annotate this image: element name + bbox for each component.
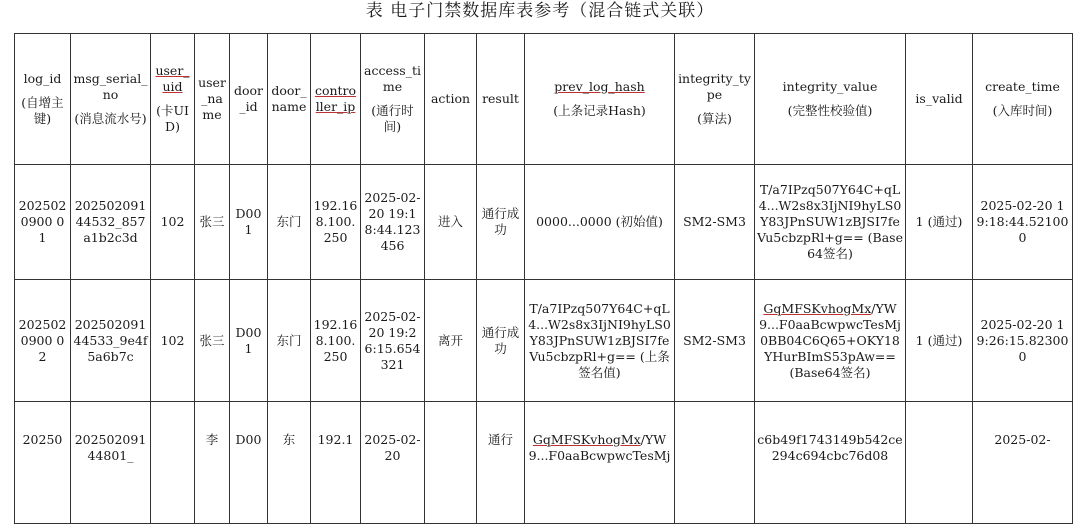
table-header-row: [15, 34, 1073, 165]
cell-value: 20250209144532_857a1b2c3d: [74, 198, 147, 245]
cell-action: [425, 165, 477, 280]
cell-value: 通行: [487, 432, 513, 447]
cell-value: 李: [205, 432, 219, 447]
cell-action: [425, 280, 477, 402]
column-header-access-time: [361, 34, 425, 165]
cell-value: SM2-SM3: [683, 332, 746, 348]
cell-access-time: [361, 280, 425, 402]
cell-value: 2025-02-20 19:26:15.654321: [364, 308, 421, 372]
column-header-door-id: [230, 34, 268, 165]
cell-controller-ip: [311, 402, 361, 524]
cell-integrity-type: [675, 402, 755, 524]
cell-value: 2025-02-20 19:18:44.123456: [364, 190, 421, 253]
column-name: user_uid: [155, 63, 190, 94]
column-header-user-name: [195, 34, 230, 165]
cell-create-time: [973, 402, 1073, 524]
cell-value: 1 (通过): [915, 332, 963, 348]
cell-value: 2025-02-20: [364, 432, 421, 463]
cell-is-valid: [906, 165, 973, 280]
column-name: action: [430, 91, 471, 106]
cell-value: D001: [235, 324, 262, 356]
cell-value: 2025-02-: [994, 432, 1051, 447]
column-description: (通行时间): [371, 103, 414, 134]
table-row: [15, 402, 1073, 524]
cell-value: GqMFSKvhogMx/YW9...F0aaBcwpwcTesMj0BB04C6Q65+OKY18YHurBImS53pAw== (Base64签名): [759, 300, 901, 380]
column-name: prev_log_hash: [554, 79, 645, 94]
cell-value: 20250209144533_9e4f5a6b7c: [73, 316, 148, 364]
cell-value: 东门: [276, 214, 302, 229]
cell-prev-log-hash: [525, 165, 675, 280]
page-title: 表 电子门禁数据库表参考（混合链式关联）: [365, 1, 715, 21]
cell-user-uid: [151, 165, 195, 280]
column-name: result: [482, 91, 519, 106]
cell-value: 东门: [276, 332, 302, 348]
column-header-create-time: [973, 34, 1073, 165]
column-description: (自增主键): [21, 95, 64, 126]
cell-user-uid: [151, 280, 195, 402]
column-name: integrity_value: [782, 79, 878, 94]
column-header-user-uid: [151, 34, 195, 165]
cell-access-time: [361, 165, 425, 280]
cell-is-valid: [906, 280, 973, 402]
column-header-integrity-value: [755, 34, 906, 165]
cell-log-id: [15, 402, 71, 524]
cell-value: 192.168.100.250: [313, 198, 358, 245]
column-name: integrity_type: [678, 71, 751, 102]
column-header-integrity-type: [675, 34, 755, 165]
cell-create-time: [973, 165, 1073, 280]
cell-integrity-type: [675, 280, 755, 402]
table-row: [15, 280, 1073, 402]
cell-log-id: [15, 280, 71, 402]
cell-controller-ip: [311, 280, 361, 402]
cell-msg-serial-no: [71, 402, 151, 524]
column-name: door_name: [271, 83, 307, 114]
column-name: create_time: [985, 79, 1060, 94]
cell-access-time: [361, 402, 425, 524]
cell-is-valid: [906, 402, 973, 524]
column-name: door_id: [233, 83, 264, 114]
column-name: access_time: [364, 63, 421, 94]
cell-integrity-value: [755, 402, 906, 524]
cell-action: [425, 402, 477, 524]
cell-result: [477, 165, 525, 280]
cell-msg-serial-no: [71, 280, 151, 402]
cell-value: 192.168.100.250: [313, 316, 358, 364]
cell-value: 东: [282, 432, 296, 447]
cell-value: 2025-02-20 19:26:15.823000: [976, 316, 1069, 364]
column-header-prev-log-hash: [525, 34, 675, 165]
column-header-log-id: [15, 34, 71, 165]
cell-value: T/a7IPzq507Y64C+qL4...W2s8x3IjNI9hyLS0Y83JPnSUW1zBJSI7feVu5cbzpRl+g== (Base64签名): [757, 182, 903, 261]
cell-value: D00: [235, 432, 262, 447]
cell-user-name: [195, 402, 230, 524]
column-description: (入库时间): [992, 103, 1053, 118]
column-header-msg-serial-no: [71, 34, 151, 165]
cell-value: SM2-SM3: [683, 214, 746, 229]
cell-value: c6b49f1743149b542ce294c694cbc76d08: [757, 432, 903, 463]
column-header-result: [477, 34, 525, 165]
cell-result: [477, 402, 525, 524]
cell-integrity-value: [755, 280, 906, 402]
cell-log-id: [15, 165, 71, 280]
column-description: (卡UID): [156, 103, 189, 134]
column-description: (完整性校验值): [787, 103, 873, 118]
column-header-door-name: [268, 34, 311, 165]
column-description: (上条记录Hash): [553, 103, 646, 118]
cell-value: 192.1: [317, 432, 354, 447]
cell-value: 20250209144801_: [74, 432, 147, 463]
cell-door-name: [268, 280, 311, 402]
cell-controller-ip: [311, 165, 361, 280]
cell-value: 2025020900 02: [18, 316, 67, 364]
column-header-is-valid: [906, 34, 973, 165]
cell-door-id: [230, 165, 268, 280]
column-name: log_id: [23, 71, 62, 86]
cell-user-name: [195, 165, 230, 280]
cell-user-uid: [151, 402, 195, 524]
cell-door-name: [268, 165, 311, 280]
cell-create-time: [973, 280, 1073, 402]
access-log-table: [14, 33, 1073, 524]
column-header-controller-ip: [311, 34, 361, 165]
cell-value: 进入: [437, 214, 463, 229]
cell-door-id: [230, 402, 268, 524]
cell-prev-log-hash: [525, 280, 675, 402]
cell-value: 0000...0000 (初始值): [536, 214, 663, 229]
cell-value: 102: [160, 214, 185, 229]
cell-integrity-value: [755, 165, 906, 280]
cell-value: 张三: [199, 332, 225, 348]
cell-value: 1 (通过): [915, 214, 963, 229]
column-header-action: [425, 34, 477, 165]
cell-door-id: [230, 280, 268, 402]
cell-user-name: [195, 280, 230, 402]
column-name: is_valid: [915, 91, 963, 106]
column-name: controller_ip: [314, 83, 357, 114]
cell-value: 2025-02-20 19:18:44.521000: [976, 198, 1069, 245]
cell-value: GqMFSKvhogMx/YW9...F0aaBcwpwcTesMj: [528, 432, 671, 463]
cell-value: 2025020900 01: [18, 198, 67, 245]
cell-result: [477, 280, 525, 402]
cell-value: 通行成功: [481, 206, 520, 237]
column-description: (算法): [697, 111, 732, 126]
cell-value: D001: [235, 206, 262, 237]
cell-value: 20250: [22, 432, 63, 447]
column-name: user_name: [198, 75, 226, 122]
table-row: [15, 165, 1073, 280]
cell-value: 102: [160, 332, 185, 348]
cell-door-name: [268, 402, 311, 524]
cell-value: 张三: [199, 214, 225, 229]
cell-msg-serial-no: [71, 165, 151, 280]
cell-value: 离开: [437, 332, 463, 348]
cell-integrity-type: [675, 165, 755, 280]
column-name: msg_serial_no: [73, 71, 148, 102]
cell-value: 通行成功: [481, 324, 520, 356]
column-description: (消息流水号): [74, 111, 147, 126]
cell-prev-log-hash: [525, 402, 675, 524]
cell-value: T/a7IPzq507Y64C+qL4...W2s8x3IjNI9hyLS0Y83JPnSUW1zBJSI7feVu5cbzpRl+g== (上条签名值): [528, 300, 671, 380]
